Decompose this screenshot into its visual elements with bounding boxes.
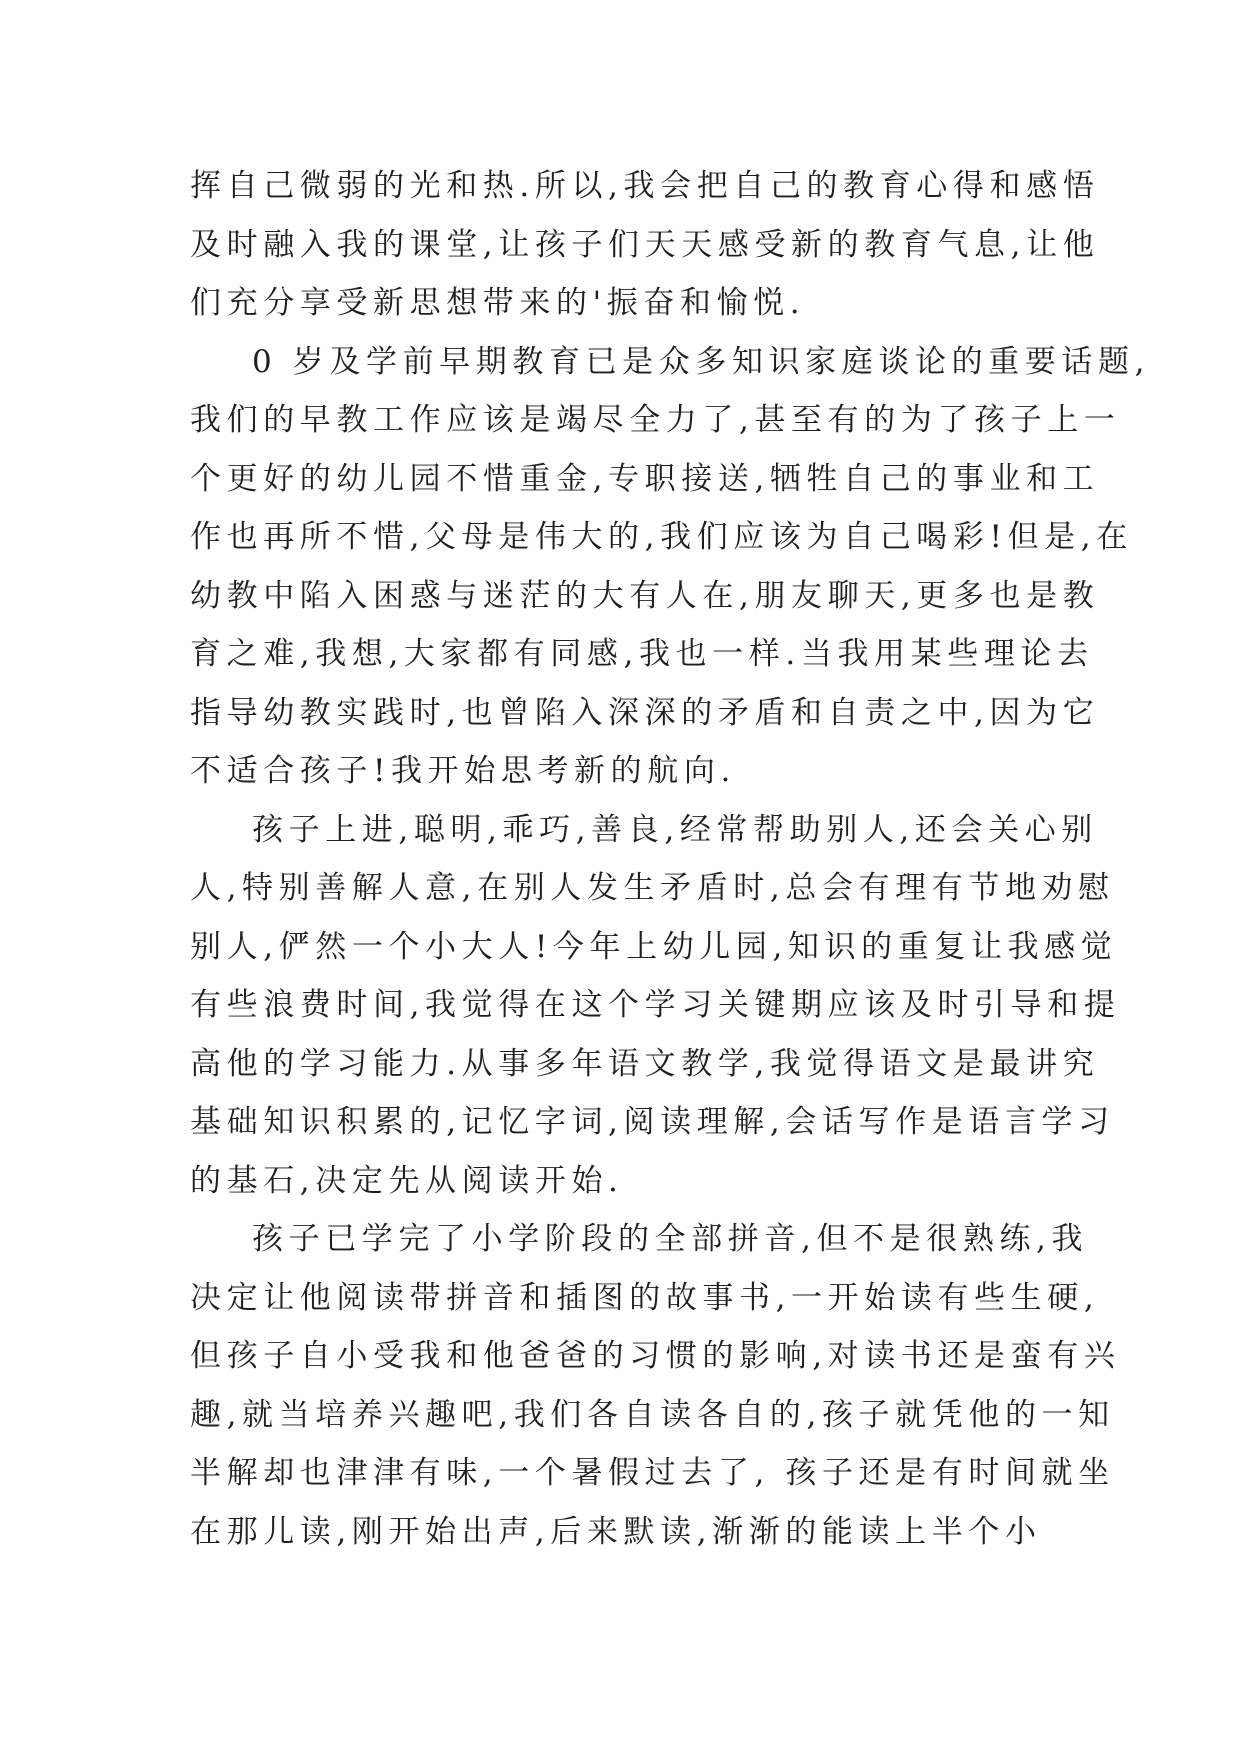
text-line: 指导幼教实践时,也曾陷入深深的矛盾和自责之中,因为它 bbox=[190, 694, 1100, 731]
text-line: 半解却也津津有味,一个暑假过去了, 孩子还是有时间就坐 bbox=[190, 1455, 1115, 1491]
text-line: 挥自己微弱的光和热.所以,我会把自己的教育心得和感悟 bbox=[190, 168, 1100, 204]
text-line: 个更好的幼儿园不惜重金,专职接送,牺牲自己的事业和工 bbox=[190, 460, 1100, 497]
body-text bbox=[190, 157, 1151, 1561]
text-line: 人,特别善解人意,在别人发生矛盾时,总会有理有节地劝慰 bbox=[190, 870, 1115, 906]
text-line: 的基石,决定先从阅读开始. bbox=[190, 1162, 624, 1199]
text-line: 们充分享受新思想带来的'振奋和愉悦. bbox=[190, 285, 806, 321]
text-line: 基础知识积累的,记忆字词,阅读理解,会话写作是语言学习 bbox=[190, 1104, 1115, 1140]
text-line: 别人,俨然一个小大人!今年上幼儿园,知识的重复让我感觉 bbox=[190, 928, 1118, 965]
text-line: 不适合孩子!我开始思考新的航向. bbox=[190, 753, 736, 789]
paragraph-first-line: 0 岁及学前早期教育已是众多知识家庭谈论的重要话题, bbox=[252, 343, 1151, 380]
text-line: 育之难,我想,大家都有同感,我也一样.当我用某些理论去 bbox=[190, 636, 1094, 672]
text-line: 有些浪费时间,我觉得在这个学习关键期应该及时引导和提 bbox=[190, 987, 1121, 1023]
text-line: 在那儿读,刚开始出声,后来默读,渐渐的能读上半个小 bbox=[190, 1513, 1042, 1550]
text-line: 我们的早教工作应该是竭尽全力了,甚至有的为了孩子上一 bbox=[190, 402, 1121, 438]
paragraph-first-line: 孩子上进,聪明,乖巧,善良,经常帮助别人,还会关心别 bbox=[252, 811, 1098, 848]
text-line: 及时融入我的课堂,让孩子们天天感受新的教育气息,让他 bbox=[190, 226, 1100, 263]
text-line: 决定让他阅读带拼音和插图的故事书,一开始读有些生硬, bbox=[190, 1279, 1100, 1316]
paragraph-first-line: 孩子已学完了小学阶段的全部拼音,但不是很熟练,我 bbox=[252, 1221, 1089, 1257]
text-line: 作也再所不惜,父母是伟大的,我们应该为自己喝彩!但是,在 bbox=[190, 519, 1133, 555]
text-line: 但孩子自小受我和他爸爸的习惯的影响,对读书还是蛮有兴 bbox=[190, 1338, 1121, 1374]
text-line: 高他的学习能力.从事多年语文教学,我觉得语文是最讲究 bbox=[190, 1045, 1100, 1082]
text-line: 幼教中陷入困惑与迷茫的大有人在,朋友聊天,更多也是教 bbox=[190, 577, 1100, 614]
text-line: 趣,就当培养兴趣吧,我们各自读各自的,孩子就凭他的一知 bbox=[190, 1396, 1115, 1433]
